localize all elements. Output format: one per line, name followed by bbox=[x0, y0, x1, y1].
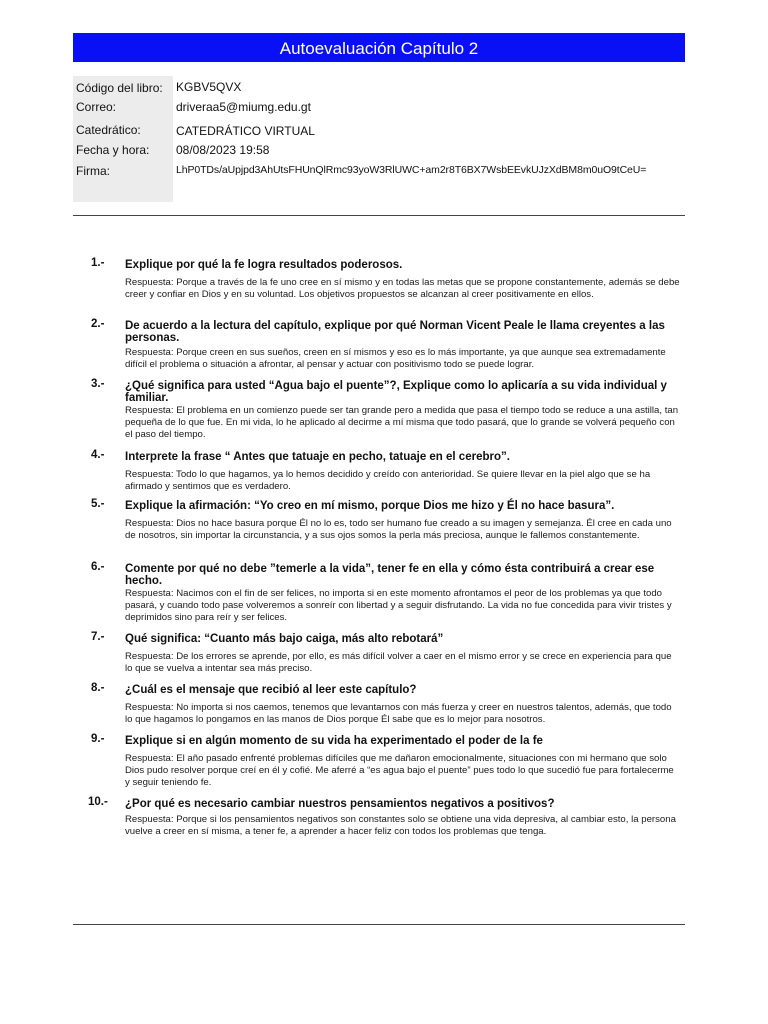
question-number: 4.- bbox=[91, 449, 105, 461]
question-title: ¿Por qué es necesario cambiar nuestros pensamientos negativos a positivos? bbox=[125, 798, 555, 810]
question-title: Explique si en algún momento de su vida ha experimentado el poder de la fe bbox=[125, 735, 543, 747]
question-number: 9.- bbox=[91, 733, 105, 745]
question-title: Explique la afirmación: “Yo creo en mí mismo, porque Dios me hizo y Él no hace basura”. bbox=[125, 500, 615, 512]
email-value: driveraa5@miumg.edu.gt bbox=[176, 100, 311, 114]
question-number: 10.- bbox=[88, 796, 108, 808]
page-title: Autoevaluación Capítulo 2 bbox=[73, 33, 685, 62]
question-answer: Respuesta: Porque si los pensamientos negativos son constantes solo se obtiene una vida depresiva, al cambiar esto, la persona vuelve a creer en sí misma, a tener fe, a aprender a hacer feliz con todos los problemas que tenga. bbox=[125, 814, 676, 837]
question-answer: Respuesta: No importa si nos caemos, tenemos que levantarnos con más fuerza y creer en nuestros talentos, además, que todo lo que hagamos lo pongamos en las manos de Dios porque Él sabe que es lo mejor para nosotros. bbox=[125, 702, 672, 725]
bottom-divider bbox=[73, 924, 685, 925]
question-answer: Respuesta: Porque a través de la fe uno cree en sí mismo y en todas las metas que se propone constantemente, además se debe creer y confiar en Dios y en su voluntad. Los objetivos propuestos se alcanzan al creer positivamente en ellos. bbox=[125, 277, 680, 300]
question-number: 2.- bbox=[91, 318, 105, 330]
signature-value: LhP0TDs/aUpjpd3AhUtsFHUnQlRmc93yoW3RlUWC+am2r8T6BX7WsbEEvkUJzXdBM8m0uO9tCeU= bbox=[176, 164, 647, 176]
question-number: 5.- bbox=[91, 498, 105, 510]
teacher-value: CATEDRÁTICO VIRTUAL bbox=[176, 124, 315, 138]
book-code-label: Código del libro: bbox=[76, 81, 163, 95]
datetime-value: 08/08/2023 19:58 bbox=[176, 143, 270, 157]
datetime-label: Fecha y hora: bbox=[76, 143, 150, 157]
signature-label: Firma: bbox=[76, 164, 110, 178]
question-answer: Respuesta: Dios no hace basura porque Él no lo es, todo ser humano fue creado a su imagen y semejanza. Él cree en cada uno de nosotros, sin importar la circunstancia, y a sus ojos somos la perla más preciosa, aunque le fallemos constantemente. bbox=[125, 518, 672, 541]
question-number: 6.- bbox=[91, 561, 105, 573]
question-answer: Respuesta: El problema en un comienzo puede ser tan grande pero a medida que pasa el tiempo todo se reduce a una astilla, tan pequeña de lo que fue. En mi vida, lo he aplicado al decirme a mí misma que todo pasará, que lo grande se volverá pequeño con el paso del tiempo. bbox=[125, 405, 679, 440]
question-title: Comente por qué no debe ”temerle a la vida”, tener fe en ella y cómo ésta contribuirá a crear ese hecho. bbox=[125, 563, 655, 587]
book-code-value: KGBV5QVX bbox=[176, 80, 242, 94]
question-number: 7.- bbox=[91, 631, 105, 643]
question-title: Interprete la frase “ Antes que tatuaje en pecho, tatuaje en el cerebro”. bbox=[125, 451, 510, 463]
question-answer: Respuesta: El año pasado enfrenté problemas difíciles que me dañaron emocionalmente, situaciones con mi hermano que solo Dios pudo resolver porque creí en él y cofié. Me aferré a “es agua bajo el puente” pues todo lo que sucedió fue para fortalecerme y seguir teniendo fe. bbox=[125, 753, 674, 788]
email-label: Correo: bbox=[76, 100, 117, 114]
question-answer: Respuesta: Todo lo que hagamos, ya lo hemos decidido y creído con anterioridad. Se quiere llevar en la piel algo que se ha afirmado y sentimos que es verdadero. bbox=[125, 469, 651, 492]
question-title: De acuerdo a la lectura del capítulo, explique por qué Norman Vicent Peale le llama creyentes a las personas. bbox=[125, 320, 665, 344]
question-answer: Respuesta: Nacimos con el fin de ser felices, no importa si en este momento afrontamos el peor de los problemas ya que todo pasará, y cuando todo pase volveremos a sonreír con libertad y a seguir disfrutando. La vida no fue concedida para vivir tristes y deprimidos sino para reír y ser felices. bbox=[125, 588, 672, 623]
question-title: ¿Cuál es el mensaje que recibió al leer este capítulo? bbox=[125, 684, 417, 696]
question-number: 8.- bbox=[91, 682, 105, 694]
question-title: Explique por qué la fe logra resultados poderosos. bbox=[125, 259, 403, 271]
question-answer: Respuesta: Porque creen en sus sueños, creen en sí mismos y eso es lo más importante, ya que aunque sea extremadamente difícil el problema o situación a afrontar, al pensar y actuar con positivismo todo se puede lograr. bbox=[125, 347, 666, 370]
question-title: ¿Qué significa para usted “Agua bajo el puente”?, Explique como lo aplicaría a su vida individual y familiar. bbox=[125, 380, 667, 404]
top-divider bbox=[73, 215, 685, 216]
question-title: Qué significa: “Cuanto más bajo caiga, más alto rebotará” bbox=[125, 633, 444, 645]
question-answer: Respuesta: De los errores se aprende, por ello, es más difícil volver a caer en el mismo error y se crece en experiencia para que lo que se vuelva a intentar sea más preciso. bbox=[125, 651, 672, 674]
question-number: 1.- bbox=[91, 257, 105, 269]
teacher-label: Catedrático: bbox=[76, 123, 141, 137]
question-number: 3.- bbox=[91, 378, 105, 390]
